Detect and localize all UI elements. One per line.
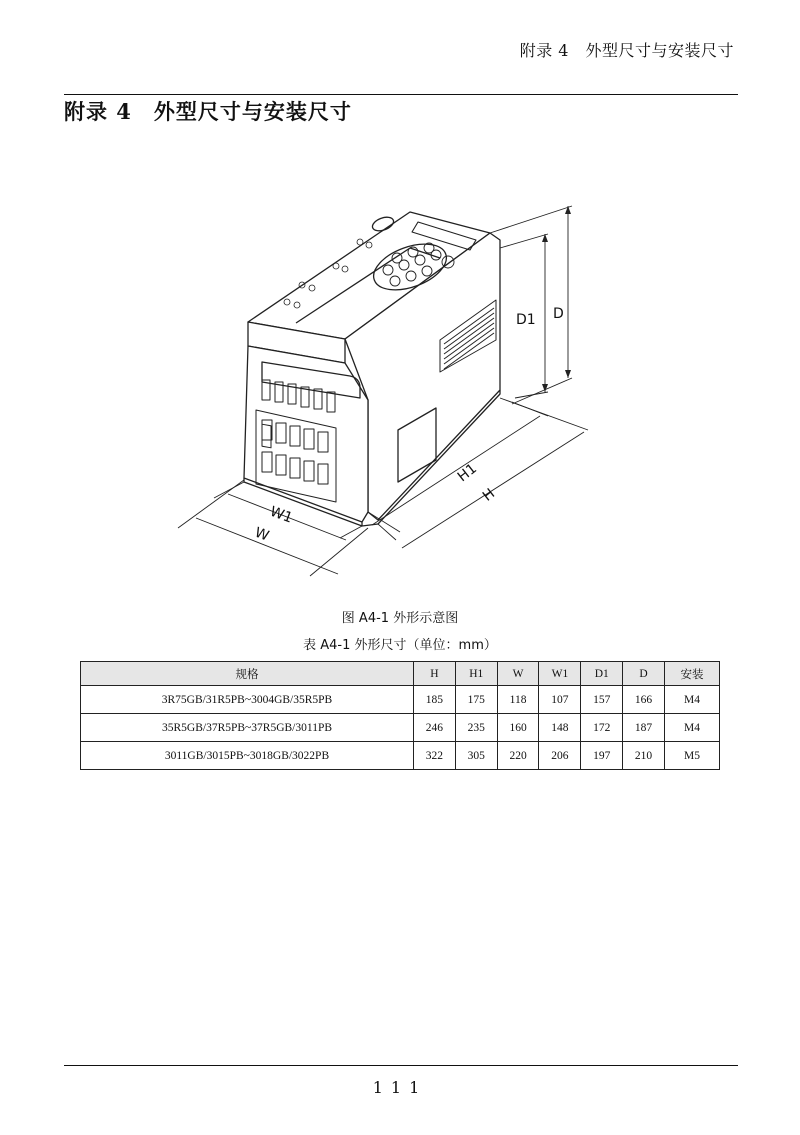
table-caption: 表 A4-1 外形尺寸（单位：mm） (303, 638, 497, 653)
cell-w: 220 (497, 742, 539, 770)
cell-w1: 206 (539, 742, 581, 770)
footer-rule (64, 1065, 738, 1066)
label-w1: W1 (267, 503, 295, 527)
label-h1: H1 (454, 460, 480, 486)
label-d1: D1 (516, 312, 536, 328)
cell-model: 35R5GB/37R5PB~37R5GB/3011PB (81, 714, 414, 742)
cell-mount: M5 (664, 742, 719, 770)
cell-d1: 157 (581, 686, 623, 714)
table-row (81, 742, 720, 770)
label-d: D (553, 306, 564, 322)
cell-d: 210 (623, 742, 665, 770)
header-h1: H1 (455, 662, 497, 686)
figure-caption: 图 A4-1 外形示意图 (341, 611, 459, 626)
dimension-arrows (542, 206, 571, 392)
page-title: 附录 4 外型尺寸与安装尺寸 (64, 99, 352, 124)
header-rule (64, 94, 738, 95)
table-header-row (81, 662, 720, 686)
header-model: 规格 (81, 662, 414, 686)
cell-h: 322 (414, 742, 456, 770)
cell-w: 160 (497, 714, 539, 742)
cell-h1: 305 (455, 742, 497, 770)
cell-d: 187 (623, 714, 665, 742)
inverter-outline-figure (170, 190, 620, 590)
label-w: W (252, 524, 272, 545)
page-number: 111 (372, 1078, 428, 1097)
cell-model: 3011GB/3015PB~3018GB/3022PB (81, 742, 414, 770)
cell-w1: 107 (539, 686, 581, 714)
cell-h: 246 (414, 714, 456, 742)
label-h: H (479, 485, 499, 505)
cell-w: 118 (497, 686, 539, 714)
cell-model: 3R75GB/31R5PB~3004GB/35R5PB (81, 686, 414, 714)
header-w: W (497, 662, 539, 686)
header-mount: 安装 (664, 662, 719, 686)
table-row (81, 686, 720, 714)
cell-h1: 235 (455, 714, 497, 742)
cell-mount: M4 (664, 686, 719, 714)
cell-d: 166 (623, 686, 665, 714)
cell-w1: 148 (539, 714, 581, 742)
cell-mount: M4 (664, 714, 719, 742)
cell-d1: 197 (581, 742, 623, 770)
cell-d1: 172 (581, 714, 623, 742)
header-d1: D1 (581, 662, 623, 686)
running-header: 附录 4 外型尺寸与安装尺寸 (519, 41, 734, 60)
cell-h1: 175 (455, 686, 497, 714)
header-h: H (414, 662, 456, 686)
header-w1: W1 (539, 662, 581, 686)
header-d: D (623, 662, 665, 686)
table-row (81, 714, 720, 742)
cell-h: 185 (414, 686, 456, 714)
dimensions-table (80, 661, 720, 770)
